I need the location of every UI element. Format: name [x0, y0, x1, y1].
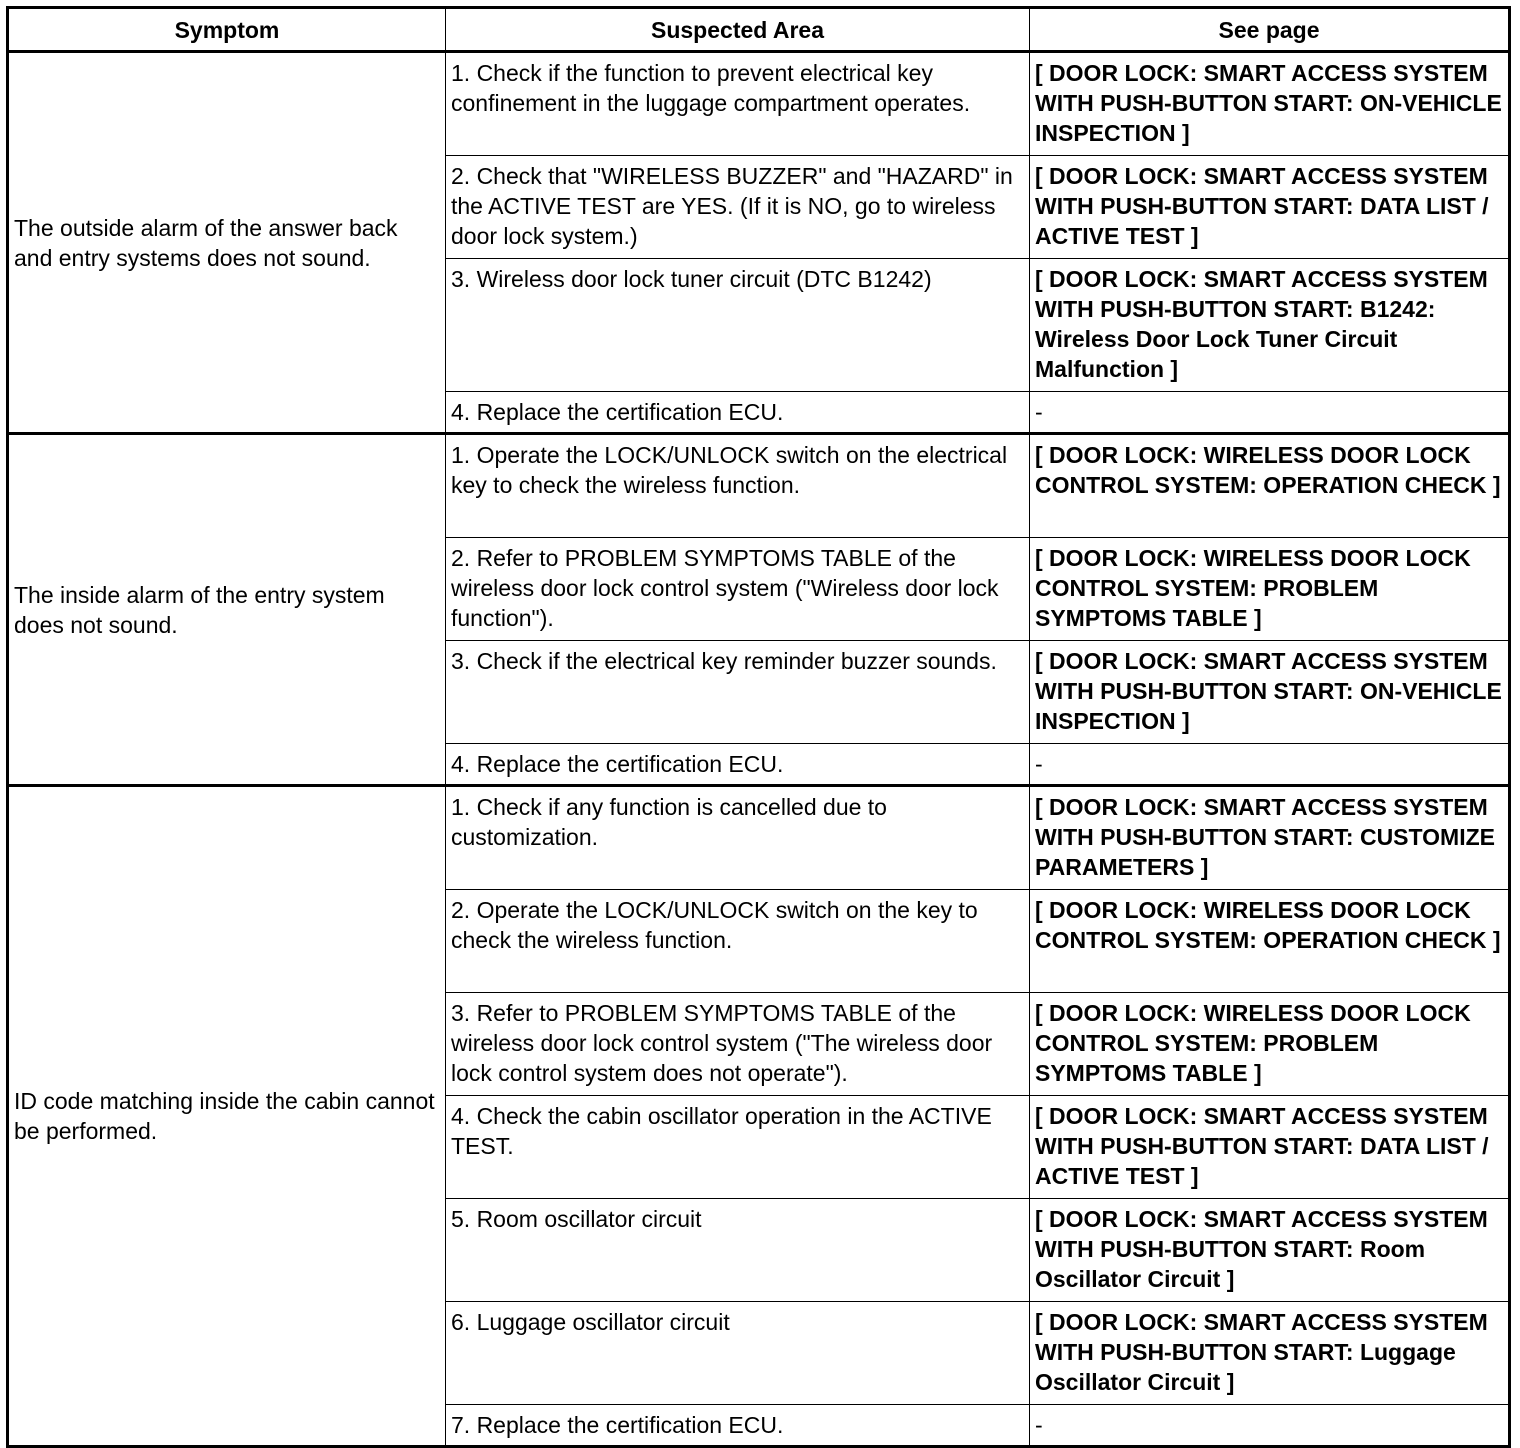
symptom-cell: The inside alarm of the entry system does not sound. [8, 434, 446, 786]
suspected-area-cell: 2. Check that "WIRELESS BUZZER" and "HAZARD" in the ACTIVE TEST are YES. (If it is NO, go to wireless door lock system.) [446, 156, 1030, 259]
see-page-cell: [ DOOR LOCK: SMART ACCESS SYSTEM WITH PUSH-BUTTON START: DATA LIST / ACTIVE TEST ] [1030, 1096, 1510, 1199]
suspected-area-cell: 4. Replace the certification ECU. [446, 392, 1030, 434]
see-page-cell: [ DOOR LOCK: SMART ACCESS SYSTEM WITH PUSH-BUTTON START: Room Oscillator Circuit ] [1030, 1199, 1510, 1302]
suspected-area-cell: 1. Check if the function to prevent electrical key confinement in the luggage compartment operates. [446, 52, 1030, 156]
suspected-area-cell: 4. Replace the certification ECU. [446, 744, 1030, 786]
see-page-cell: [ DOOR LOCK: SMART ACCESS SYSTEM WITH PUSH-BUTTON START: CUSTOMIZE PARAMETERS ] [1030, 786, 1510, 890]
suspected-area-cell: 1. Check if any function is cancelled due to customization. [446, 786, 1030, 890]
see-page-cell: [ DOOR LOCK: SMART ACCESS SYSTEM WITH PUSH-BUTTON START: ON-VEHICLE INSPECTION ] [1030, 641, 1510, 744]
symptom-cell: ID code matching inside the cabin cannot be performed. [8, 786, 446, 1447]
suspected-area-cell: 2. Operate the LOCK/UNLOCK switch on the key to check the wireless function. [446, 890, 1030, 993]
see-page-cell: [ DOOR LOCK: SMART ACCESS SYSTEM WITH PUSH-BUTTON START: B1242: Wireless Door Lock Tuner Circuit Malfunction ] [1030, 259, 1510, 392]
symptom-cell: The outside alarm of the answer back and entry systems does not sound. [8, 52, 446, 434]
see-page-cell: - [1030, 392, 1510, 434]
see-page-cell: [ DOOR LOCK: WIRELESS DOOR LOCK CONTROL SYSTEM: PROBLEM SYMPTOMS TABLE ] [1030, 538, 1510, 641]
header-suspected-area: Suspected Area [446, 8, 1030, 52]
see-page-cell: [ DOOR LOCK: SMART ACCESS SYSTEM WITH PUSH-BUTTON START: Luggage Oscillator Circuit ] [1030, 1302, 1510, 1405]
see-page-cell: - [1030, 1405, 1510, 1447]
suspected-area-cell: 5. Room oscillator circuit [446, 1199, 1030, 1302]
suspected-area-cell: 2. Refer to PROBLEM SYMPTOMS TABLE of the wireless door lock control system ("Wireless door lock function"). [446, 538, 1030, 641]
suspected-area-cell: 4. Check the cabin oscillator operation in the ACTIVE TEST. [446, 1096, 1030, 1199]
table-row [8, 786, 1510, 890]
see-page-cell: [ DOOR LOCK: WIRELESS DOOR LOCK CONTROL SYSTEM: OPERATION CHECK ] [1030, 434, 1510, 538]
suspected-area-cell: 1. Operate the LOCK/UNLOCK switch on the electrical key to check the wireless function. [446, 434, 1030, 538]
suspected-area-cell: 7. Replace the certification ECU. [446, 1405, 1030, 1447]
see-page-cell: - [1030, 744, 1510, 786]
see-page-cell: [ DOOR LOCK: SMART ACCESS SYSTEM WITH PUSH-BUTTON START: ON-VEHICLE INSPECTION ] [1030, 52, 1510, 156]
suspected-area-cell: 6. Luggage oscillator circuit [446, 1302, 1030, 1405]
suspected-area-cell: 3. Wireless door lock tuner circuit (DTC B1242) [446, 259, 1030, 392]
see-page-cell: [ DOOR LOCK: SMART ACCESS SYSTEM WITH PUSH-BUTTON START: DATA LIST / ACTIVE TEST ] [1030, 156, 1510, 259]
suspected-area-cell: 3. Refer to PROBLEM SYMPTOMS TABLE of the wireless door lock control system ("The wireless door lock control system does not operate"). [446, 993, 1030, 1096]
see-page-cell: [ DOOR LOCK: WIRELESS DOOR LOCK CONTROL SYSTEM: PROBLEM SYMPTOMS TABLE ] [1030, 993, 1510, 1096]
see-page-cell: [ DOOR LOCK: WIRELESS DOOR LOCK CONTROL SYSTEM: OPERATION CHECK ] [1030, 890, 1510, 993]
problem-symptoms-table [6, 6, 1511, 1448]
header-see-page: See page [1030, 8, 1510, 52]
table-row [8, 434, 1510, 538]
table-header-row [8, 8, 1510, 52]
table-row [8, 52, 1510, 156]
header-symptom: Symptom [8, 8, 446, 52]
suspected-area-cell: 3. Check if the electrical key reminder buzzer sounds. [446, 641, 1030, 744]
